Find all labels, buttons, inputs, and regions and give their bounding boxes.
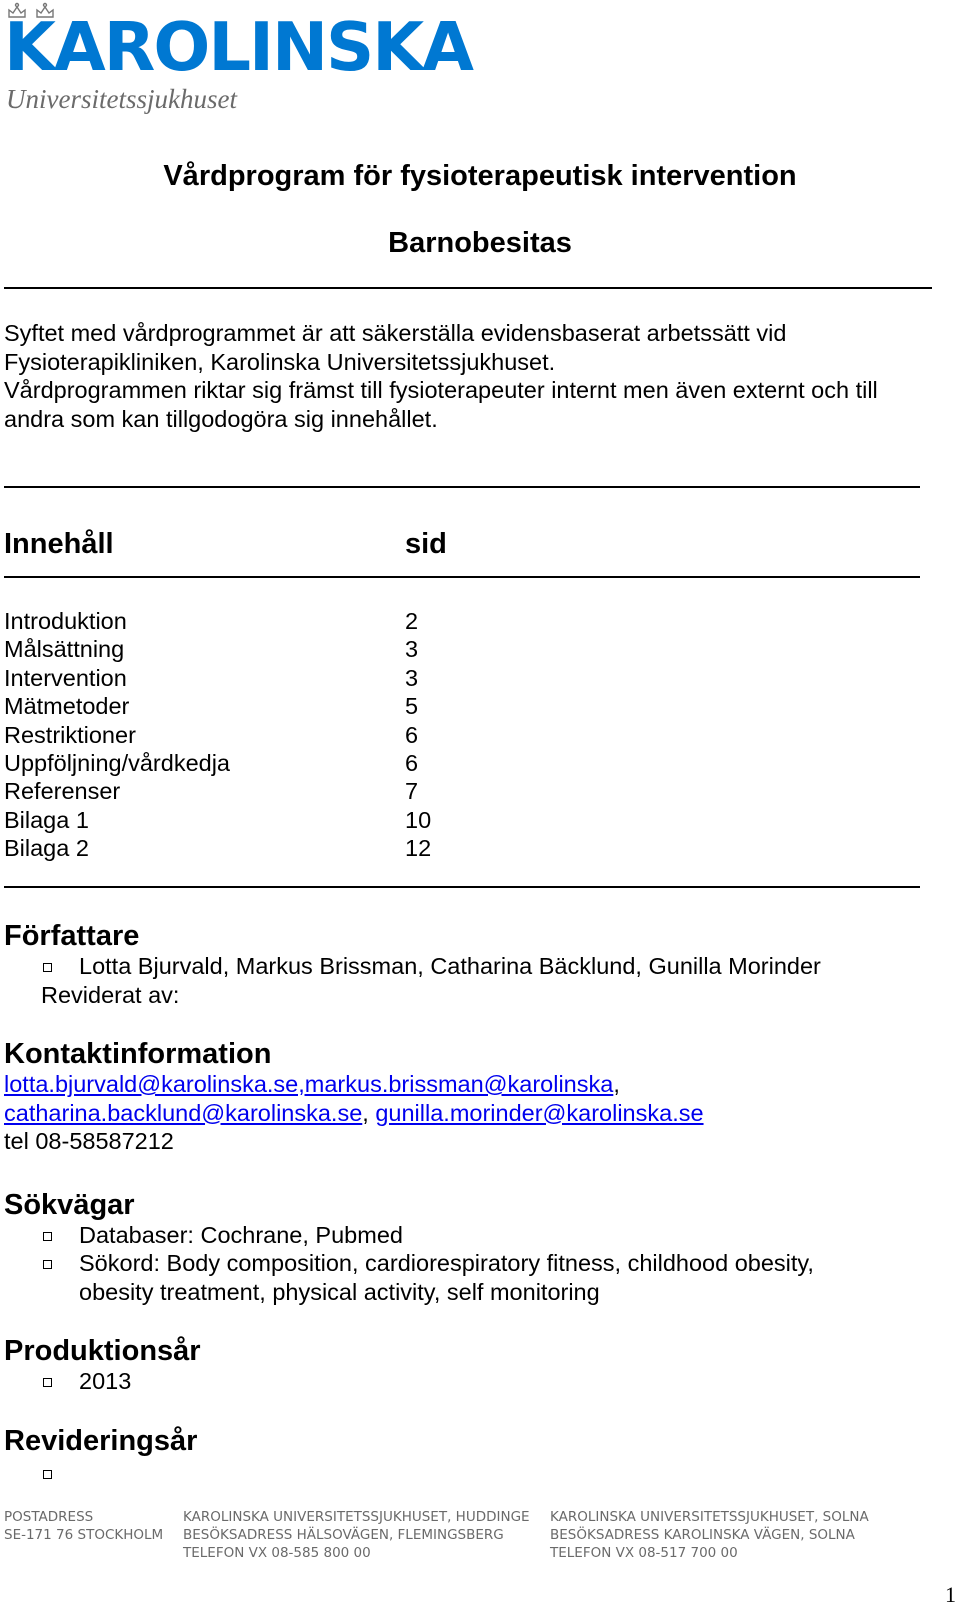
keywords-line: obesity treatment, physical activity, self monitoring <box>79 1278 600 1305</box>
toc-item-page: 7 <box>405 778 419 805</box>
toc-item-page: 6 <box>405 721 419 748</box>
logo-wordmark: KAROLINSKA <box>4 8 473 86</box>
footer-huddinge <box>183 1508 530 1562</box>
toc-item <box>4 664 464 693</box>
toc-item-page: 3 <box>405 636 419 663</box>
page-number: 1 <box>945 1582 956 1607</box>
toc-heading: Innehåll <box>4 528 114 560</box>
authors-heading: Författare <box>4 920 140 952</box>
checkbox-bullet-icon <box>43 1260 52 1269</box>
title-divider <box>4 287 932 289</box>
toc-item <box>4 834 464 863</box>
separator: , <box>362 1099 369 1126</box>
production-heading: Produktionsår <box>4 1335 201 1367</box>
production-year: 2013 <box>79 1368 132 1394</box>
checkbox-bullet-icon <box>43 1378 52 1387</box>
email-link[interactable]: catharina.backlund@karolinska.se <box>4 1099 363 1126</box>
footer-line: TELEFON VX 08-517 700 00 <box>550 1545 738 1561</box>
toc-item-label: Bilaga 1 <box>4 806 89 833</box>
separator: , <box>613 1071 620 1097</box>
toc-item-label: Introduktion <box>4 608 127 634</box>
authors-names: Lotta Bjurvald, Markus Brissman, Catharina Bäcklund, Gunilla Morinder <box>79 953 821 979</box>
intro-line: Fysioterapikliniken, Karolinska Universitetssjukhuset. <box>4 348 556 375</box>
intro-line: Syftet med vårdprogrammet är att säkerställa evidensbaserat arbetssätt vid <box>4 320 787 346</box>
footer-line: KAROLINSKA UNIVERSITETSSJUKHUSET, HUDDINGE <box>183 1509 530 1525</box>
toc-item-page: 2 <box>405 608 419 634</box>
toc-item-label: Referenser <box>4 778 121 805</box>
toc-item-label: Restriktioner <box>4 721 136 748</box>
revision-heading: Revideringsår <box>4 1425 198 1457</box>
toc-item-page: 12 <box>405 835 432 862</box>
footer-line: TELEFON VX 08-585 800 00 <box>183 1545 371 1561</box>
toc-item-page: 5 <box>405 693 419 720</box>
databases-text: Databaser: Cochrane, Pubmed <box>79 1222 403 1248</box>
toc-item-page: 10 <box>405 806 432 833</box>
toc-page-heading: sid <box>405 528 447 560</box>
footer-line: KAROLINSKA UNIVERSITETSSJUKHUSET, SOLNA <box>550 1509 869 1525</box>
email-link[interactable]: lotta.bjurvald@karolinska.se,markus.brissman@karolinska <box>4 1071 614 1097</box>
document-subtitle: Barnobesitas <box>388 227 572 259</box>
logo-subtitle: Universitetssjukhuset <box>6 84 237 114</box>
footer-postal <box>4 1508 163 1544</box>
search-heading: Sökvägar <box>4 1189 135 1221</box>
revised-by-label: Reviderat av: <box>41 982 180 1008</box>
toc-top-divider <box>4 486 920 488</box>
contact-block <box>4 1070 704 1156</box>
footer-line: BESÖKSADRESS HÄLSOVÄGEN, FLEMINGSBERG <box>183 1527 504 1543</box>
contact-heading: Kontaktinformation <box>4 1038 272 1070</box>
toc-item <box>4 749 464 778</box>
phone-number: tel 08-58587212 <box>4 1128 174 1154</box>
toc-item <box>4 692 464 721</box>
toc-item-label: Målsättning <box>4 636 125 663</box>
toc-item <box>4 806 464 835</box>
intro-paragraph <box>4 319 878 433</box>
footer-line: BESÖKSADRESS KAROLINSKA VÄGEN, SOLNA <box>550 1527 855 1543</box>
toc-item-label: Bilaga 2 <box>4 835 89 862</box>
footer-solna <box>550 1508 869 1562</box>
document-title: Vårdprogram för fysioterapeutisk intervention <box>163 160 797 192</box>
keywords-line: Sökord: Body composition, cardiorespiratory fitness, childhood obesity, <box>79 1250 814 1276</box>
toc-item <box>4 635 464 664</box>
footer-line: POSTADRESS <box>4 1509 94 1525</box>
intro-line: andra som kan tillgodogöra sig innehållet. <box>4 405 438 432</box>
toc-header-divider <box>4 576 920 578</box>
checkbox-bullet-icon <box>43 963 52 972</box>
toc-item-page: 3 <box>405 664 419 691</box>
toc-item <box>4 721 464 750</box>
footer-line: SE-171 76 STOCKHOLM <box>4 1527 164 1543</box>
toc-bottom-divider <box>4 886 920 888</box>
email-link[interactable]: gunilla.morinder@karolinska.se <box>375 1099 704 1126</box>
toc-item <box>4 777 464 806</box>
intro-line: Vårdprogrammen riktar sig främst till fysioterapeuter internt men även externt och till <box>4 377 878 403</box>
toc-item-label: Uppföljning/vårdkedja <box>4 750 231 776</box>
checkbox-bullet-icon <box>43 1470 52 1479</box>
toc-item-label: Mätmetoder <box>4 693 130 720</box>
toc-item <box>4 607 464 636</box>
checkbox-bullet-icon <box>43 1232 52 1241</box>
toc-item-page: 6 <box>405 750 419 776</box>
toc-item-label: Intervention <box>4 664 127 691</box>
